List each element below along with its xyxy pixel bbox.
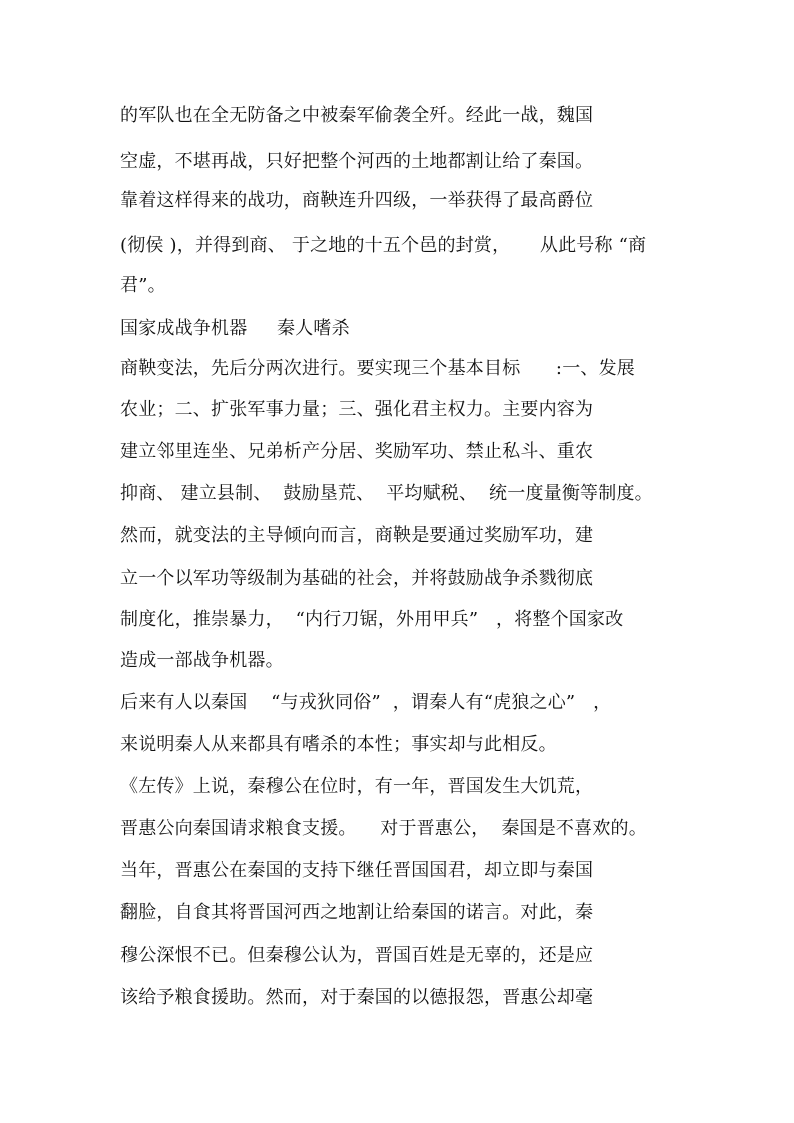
text-line: 农业；二、扩张军事力量；三、强化君主权力。主要内容为 bbox=[120, 399, 594, 420]
text-line: 当年，晋惠公在秦国的支持下继任晋国国君，却立即与秦国 bbox=[120, 860, 594, 881]
text-line: 翻脸，自食其将晋国河西之地割让给秦国的诺言。对此，秦 bbox=[120, 902, 594, 923]
text-line: 穆公深恨不已。但秦穆公认为，晋国百姓是无辜的，还是应 bbox=[120, 945, 594, 966]
section-heading: 国家成战争机器 秦人嗜杀 bbox=[120, 318, 350, 339]
text-line: 造成一部战争机器。 bbox=[120, 650, 284, 671]
text-line: 后来有人以秦国 “与戎狄同俗” ，谓秦人有“虎狼之心” ， bbox=[120, 692, 612, 713]
text-line: 《左传》上说，秦穆公在位时，有一年，晋国发生大饥荒， bbox=[120, 776, 594, 797]
text-line: 晋惠公向秦国请求粮食支援。 对于晋惠公， 秦国是不喜欢的。 bbox=[120, 818, 647, 839]
text-line: 商鞅变法，先后分两次进行。要实现三个基本目标 :一、发展 bbox=[120, 358, 635, 379]
text-line: 靠着这样得来的战功，商鞅连升四级，一举获得了最高爵位 bbox=[120, 190, 594, 211]
text-line: (彻侯 )，并得到商、 于之地的十五个邑的封赏， 从此号称 “商 bbox=[120, 235, 647, 256]
text-line: 来说明秦人从来都具有嗜杀的本性；事实却与此相反。 bbox=[120, 734, 557, 755]
text-line: 空虚，不堪再战，只好把整个河西的土地都割让给了秦国。 bbox=[120, 151, 594, 172]
text-line: 抑商、 建立县制、 鼓励垦荒、 平均赋税、 统一度量衡等制度。 bbox=[120, 483, 653, 504]
text-line: 建立邻里连坐、兄弟析产分居、奖励军功、禁止私斗、重农 bbox=[120, 441, 594, 462]
text-line: 该给予粮食援助。然而，对于秦国的以德报怨，晋惠公却毫 bbox=[120, 987, 594, 1008]
text-line: 制度化，推崇暴力， “内行刀锯，外用甲兵” ，将整个国家改 bbox=[120, 609, 624, 630]
text-line: 立一个以军功等级制为基础的社会，并将鼓励战争杀戮彻底 bbox=[120, 568, 594, 589]
text-line: 然而，就变法的主导倾向而言，商鞅是要通过奖励军功，建 bbox=[120, 525, 594, 546]
text-line: 君”。 bbox=[120, 275, 166, 296]
text-line: 的军队也在全无防备之中被秦军偷袭全歼。经此一战，魏国 bbox=[120, 105, 594, 126]
